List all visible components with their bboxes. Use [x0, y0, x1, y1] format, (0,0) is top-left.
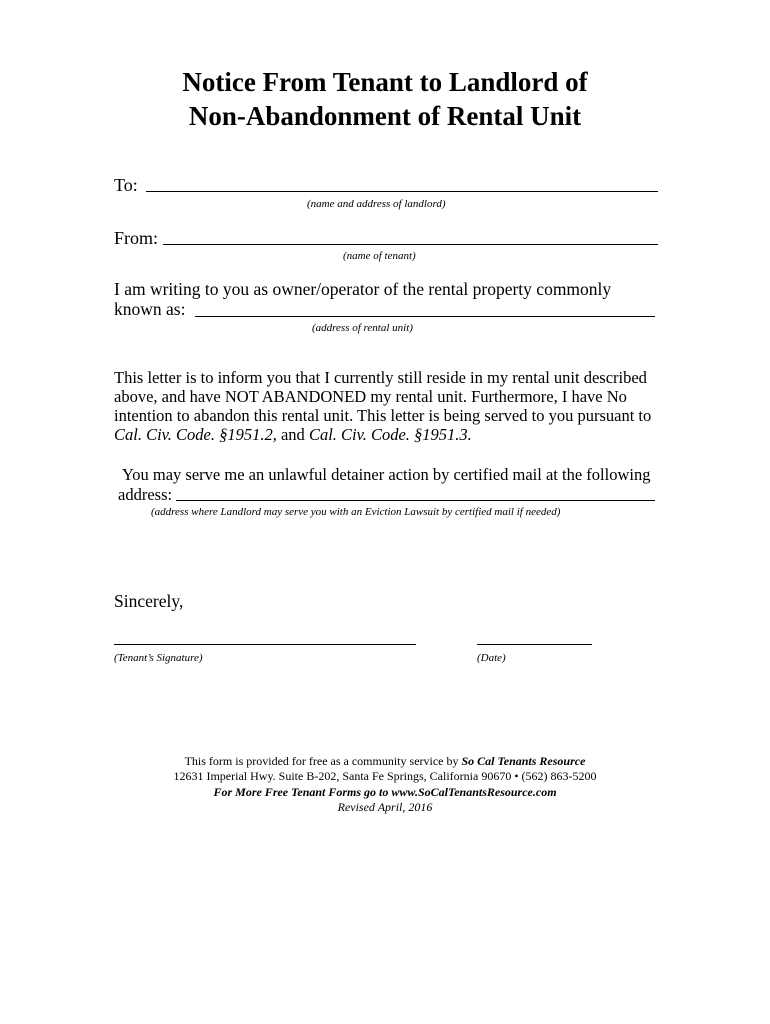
letter-paragraph: [114, 368, 651, 444]
rental-address-caption: (address of rental unit): [312, 322, 413, 334]
from-blank-line[interactable]: [163, 244, 658, 245]
footer-revised-date: Revised April, 2016: [337, 800, 433, 814]
serve-address-label: address:: [118, 485, 173, 504]
signature-blank-line[interactable]: [114, 644, 416, 645]
serve-address-blank-line[interactable]: [176, 500, 655, 501]
sincerely-text: Sincerely,: [114, 591, 184, 611]
known-as-label: known as:: [114, 299, 186, 319]
footer-org-name: So Cal Tenants Resource: [461, 754, 586, 768]
letter-line-2: above, and have NOT ABANDONED my rental unit. Furthermore, I have No: [114, 387, 627, 406]
serve-intro-line: You may serve me an unlawful detainer action by certified mail at the following: [122, 465, 651, 484]
letter-line-4: [114, 425, 651, 444]
letter-line-1: This letter is to inform you that I currently still reside in my rental unit described: [114, 368, 647, 387]
from-label: From:: [114, 228, 159, 248]
signature-caption: (Tenant’s Signature): [114, 652, 203, 664]
serve-address-caption: (address where Landlord may serve you with an Eviction Lawsuit by certified mail if needed): [151, 506, 561, 518]
civil-code-1951-3: Cal. Civ. Code. §1951.3.: [308, 425, 472, 444]
civil-code-1951-2: Cal. Civ. Code. §1951.2: [114, 425, 273, 444]
footer-website-link[interactable]: For More Free Tenant Forms go to www.SoCalTenantsResource.com: [213, 785, 557, 799]
footer-intro-text: This form is provided for free as a community service by: [184, 754, 462, 768]
date-caption: (Date): [477, 652, 506, 664]
from-caption: (name of tenant): [343, 250, 416, 262]
to-blank-line[interactable]: [146, 191, 658, 192]
date-blank-line[interactable]: [477, 644, 592, 645]
property-intro-line: I am writing to you as owner/operator of the rental property commonly: [114, 279, 612, 299]
page-title-line-1: Notice From Tenant to Landlord of: [182, 67, 588, 97]
to-label: To:: [114, 175, 138, 195]
footer-line-1: [0, 754, 770, 769]
rental-address-blank-line[interactable]: [195, 316, 655, 317]
letter-line-3: intention to abandon this rental unit. This letter is being served to you pursuant to: [114, 406, 652, 425]
footer-address: 12631 Imperial Hwy. Suite B-202, Santa Fe Springs, California 90670 • (562) 863-5200: [173, 769, 597, 783]
page-title-line-2: Non-Abandonment of Rental Unit: [188, 101, 582, 131]
to-caption: (name and address of landlord): [307, 198, 446, 210]
code-connector: , and: [272, 425, 309, 444]
